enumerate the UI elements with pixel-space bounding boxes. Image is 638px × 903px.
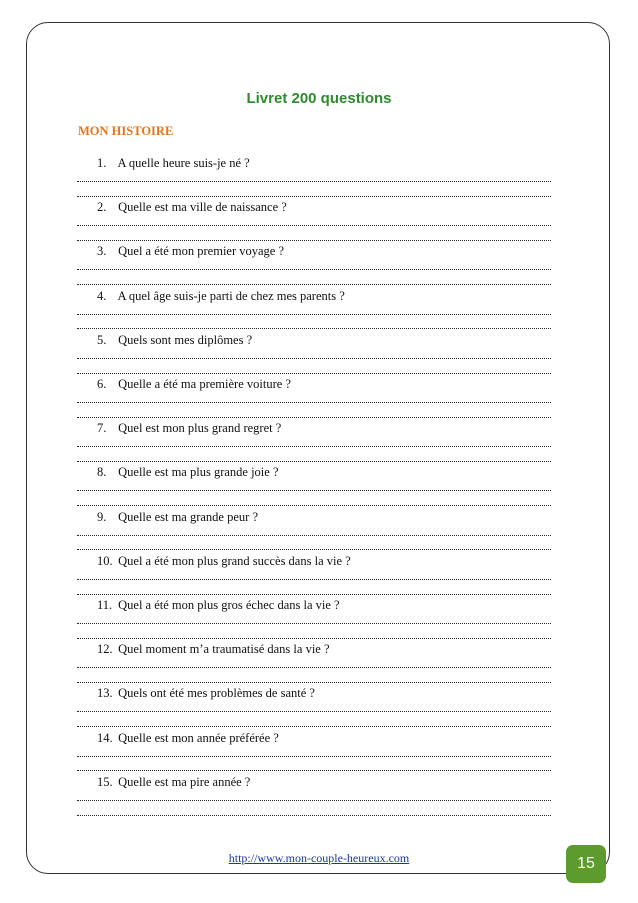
answer-line [77, 638, 551, 639]
answer-line [77, 284, 551, 285]
answer-line [77, 417, 551, 418]
section-title: MON HISTOIRE [78, 124, 174, 138]
answer-line [77, 535, 551, 536]
answer-line [77, 490, 551, 491]
question-number: 6. [97, 377, 107, 391]
question-number: 12. [97, 642, 113, 657]
question-number: 5. [97, 332, 107, 347]
question-number: 3. [97, 244, 107, 259]
answer-line [77, 225, 551, 226]
question-number: 8. [97, 465, 107, 480]
answer-line [77, 269, 551, 270]
question-item [97, 421, 281, 436]
answer-line [77, 711, 551, 712]
answer-line [77, 328, 551, 329]
answer-line [77, 373, 551, 374]
question-text: Quelle est ma pire année ? [118, 774, 251, 789]
answer-line [77, 756, 551, 757]
question-text: Quelle est ma plus grande joie ? [118, 465, 279, 480]
question-item [97, 200, 287, 215]
question-item [97, 333, 252, 348]
question-text: Quel a été mon premier voyage ? [118, 244, 285, 259]
question-item [97, 686, 315, 701]
question-item [97, 465, 279, 480]
question-number: 14. [97, 730, 113, 745]
question-number: 1. [97, 156, 107, 170]
question-text: Quelle est mon année préférée ? [118, 730, 279, 745]
answer-line [77, 594, 551, 595]
answer-line [77, 446, 551, 447]
question-number: 9. [97, 509, 107, 524]
question-text: Quels sont mes diplômes ? [118, 332, 253, 347]
question-text: A quel âge suis-je parti de chez mes parents ? [117, 288, 345, 303]
answer-line [77, 815, 551, 816]
question-number: 2. [97, 200, 107, 215]
answer-line [77, 240, 551, 241]
question-item [97, 554, 351, 569]
page-number-badge: 15 [566, 845, 606, 883]
answer-line [77, 770, 551, 771]
answer-line [77, 196, 551, 197]
answer-line [77, 358, 551, 359]
question-number: 11. [97, 598, 113, 612]
answer-line [77, 800, 551, 801]
question-item [97, 377, 291, 392]
question-text: Quel moment m’a traumatisé dans la vie ? [118, 642, 330, 657]
answer-line [77, 726, 551, 727]
question-text: Quelle est ma ville de naissance ? [118, 200, 287, 215]
question-item [97, 510, 258, 525]
question-item [97, 598, 340, 613]
answer-line [77, 505, 551, 506]
answer-line [77, 181, 551, 182]
answer-line [77, 461, 551, 462]
answer-line [77, 314, 551, 315]
question-item [97, 731, 279, 746]
question-text: Quel a été mon plus grand succès dans la vie ? [118, 553, 351, 568]
question-text: Quels ont été mes problèmes de santé ? [118, 686, 315, 701]
question-item [97, 642, 330, 657]
question-item [97, 775, 250, 790]
question-text: Quel a été mon plus gros échec dans la vie ? [118, 598, 340, 612]
answer-line [77, 623, 551, 624]
answer-line [77, 402, 551, 403]
question-number: 13. [97, 686, 113, 701]
answer-line [77, 549, 551, 550]
question-number: 10. [97, 553, 113, 568]
page-title: Livret 200 questions [246, 90, 392, 107]
question-number: 15. [97, 774, 113, 789]
question-number: 4. [97, 288, 107, 303]
question-item [97, 289, 345, 304]
question-number: 7. [97, 421, 107, 436]
question-text: Quel est mon plus grand regret ? [118, 421, 282, 436]
answer-line [77, 579, 551, 580]
question-text: A quelle heure suis-je né ? [117, 156, 250, 170]
question-item [97, 156, 250, 171]
footer-link[interactable]: http://www.mon-couple-heureux.com [228, 851, 410, 865]
answer-line [77, 682, 551, 683]
question-item [97, 244, 284, 259]
question-text: Quelle a été ma première voiture ? [118, 377, 291, 391]
answer-line [77, 667, 551, 668]
question-text: Quelle est ma grande peur ? [118, 509, 258, 524]
